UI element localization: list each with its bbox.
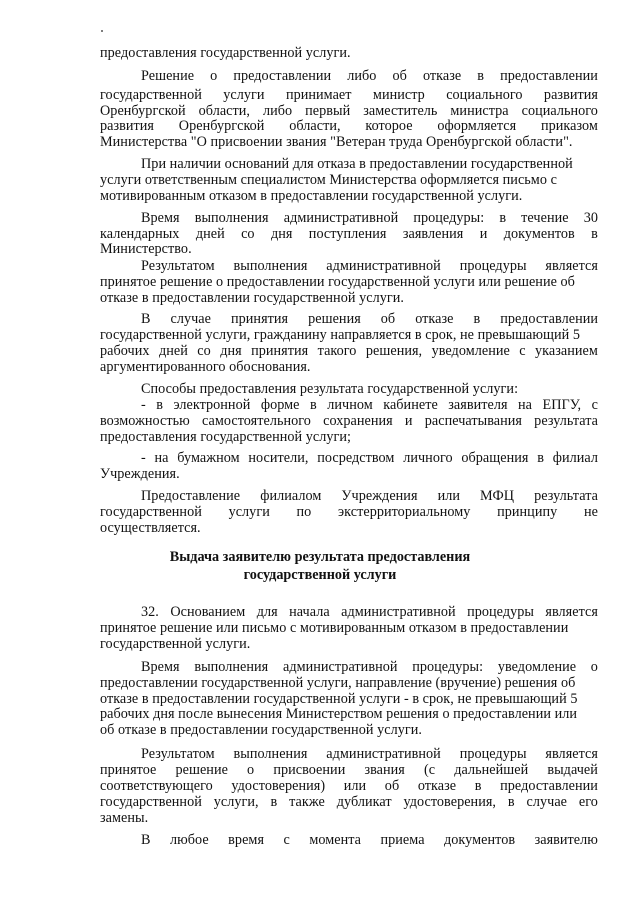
text-line: предоставления государственной услуги. [100, 45, 351, 61]
text-line: предоставлении государственной услуги, направление (вручение) решения об [100, 675, 576, 691]
text-line: принятое решение или письмо с мотивированным отказом в предоставлении [100, 620, 569, 636]
text-line: Предоставление филиалом Учреждения или МФЦ результата [141, 488, 598, 504]
text-line: Время выполнения административной процедуры: в течение 30 [141, 210, 598, 226]
text-line: принятое решение о присвоении звания (с дальнейшей выдачей [100, 762, 598, 778]
text-line: предоставления государственной услуги; [100, 429, 352, 445]
text-line: принятое решение о предоставлении государственной услуги или решение об [100, 274, 575, 290]
text-line: об отказе в предоставлении государственной услуги. [100, 722, 422, 738]
text-line: государственной услуги принимает министр социального развития [100, 87, 598, 103]
text-line: Решение о предоставлении либо об отказе в предоставлении [141, 68, 598, 84]
text-line: - в электронной форме в личном кабинете заявителя на ЕПГУ, с [141, 397, 598, 413]
section-heading-line-2: государственной услуги [243, 567, 397, 583]
text-line: государственной услуги. [100, 636, 251, 652]
text-line: осуществляется. [100, 520, 201, 536]
text-line: замены. [100, 810, 149, 826]
text-line: рабочих дней со дня принятия такого решения, уведомление с указанием [100, 343, 598, 359]
text-line: рабочих дня после вынесения Министерством решения о предоставлении или [100, 706, 577, 722]
scan-speck [101, 30, 103, 32]
text-line: государственной услуги по экстерриториальному принципу не [100, 504, 598, 520]
text-line: календарных дней со дня поступления заявления и документов в [100, 226, 598, 242]
text-line: 32. Основанием для начала административной процедуры является [141, 604, 598, 620]
text-line: Способы предоставления результата государственной услуги: [141, 381, 519, 397]
text-line: Результатом выполнения административной процедуры является [141, 258, 598, 274]
text-line: Время выполнения административной процедуры: уведомление о [141, 659, 598, 675]
text-line: Учреждения. [100, 466, 180, 482]
text-line: возможностью самостоятельного сохранения и распечатывания результата [100, 413, 598, 429]
text-line: В любое время с момента приема документов заявителю [141, 832, 598, 848]
text-line: При наличии оснований для отказа в предоставлении государственной [141, 156, 573, 172]
text-line: аргументированного обоснования. [100, 359, 311, 375]
text-line: - на бумажном носители, посредством личного обращения в филиал [141, 450, 598, 466]
text-line: соответствующего удостоверения) или об отказе в предоставлении [100, 778, 598, 794]
text-line: мотивированным отказом в предоставлении государственной услуги. [100, 188, 523, 204]
text-line: Министерство. [100, 241, 192, 257]
text-line: услуги ответственным специалистом Министерства оформляется письмо с [100, 172, 557, 188]
text-line: развития Оренбургской области, которое оформляется приказом [100, 118, 598, 134]
text-line: Результатом выполнения административной процедуры является [141, 746, 598, 762]
section-heading-line-1: Выдача заявителю результата предоставления [169, 549, 471, 565]
text-line: отказе в предоставлении государственной услуги. [100, 290, 404, 306]
text-line: государственной услуги, гражданину направляется в срок, не превышающий 5 [100, 327, 581, 343]
text-line: В случае принятия решения об отказе в предоставлении [141, 311, 598, 327]
text-line: Министерства "О присвоении звания "Ветеран труда Оренбургской области". [100, 134, 573, 150]
text-line: Оренбургской области, либо первый заместитель министра социального [100, 103, 598, 119]
text-line: отказе в предоставлении государственной услуги - в срок, не превышающий 5 [100, 691, 578, 707]
text-line: государственной услуги, в также дубликат удостоверения, в случае его [100, 794, 598, 810]
